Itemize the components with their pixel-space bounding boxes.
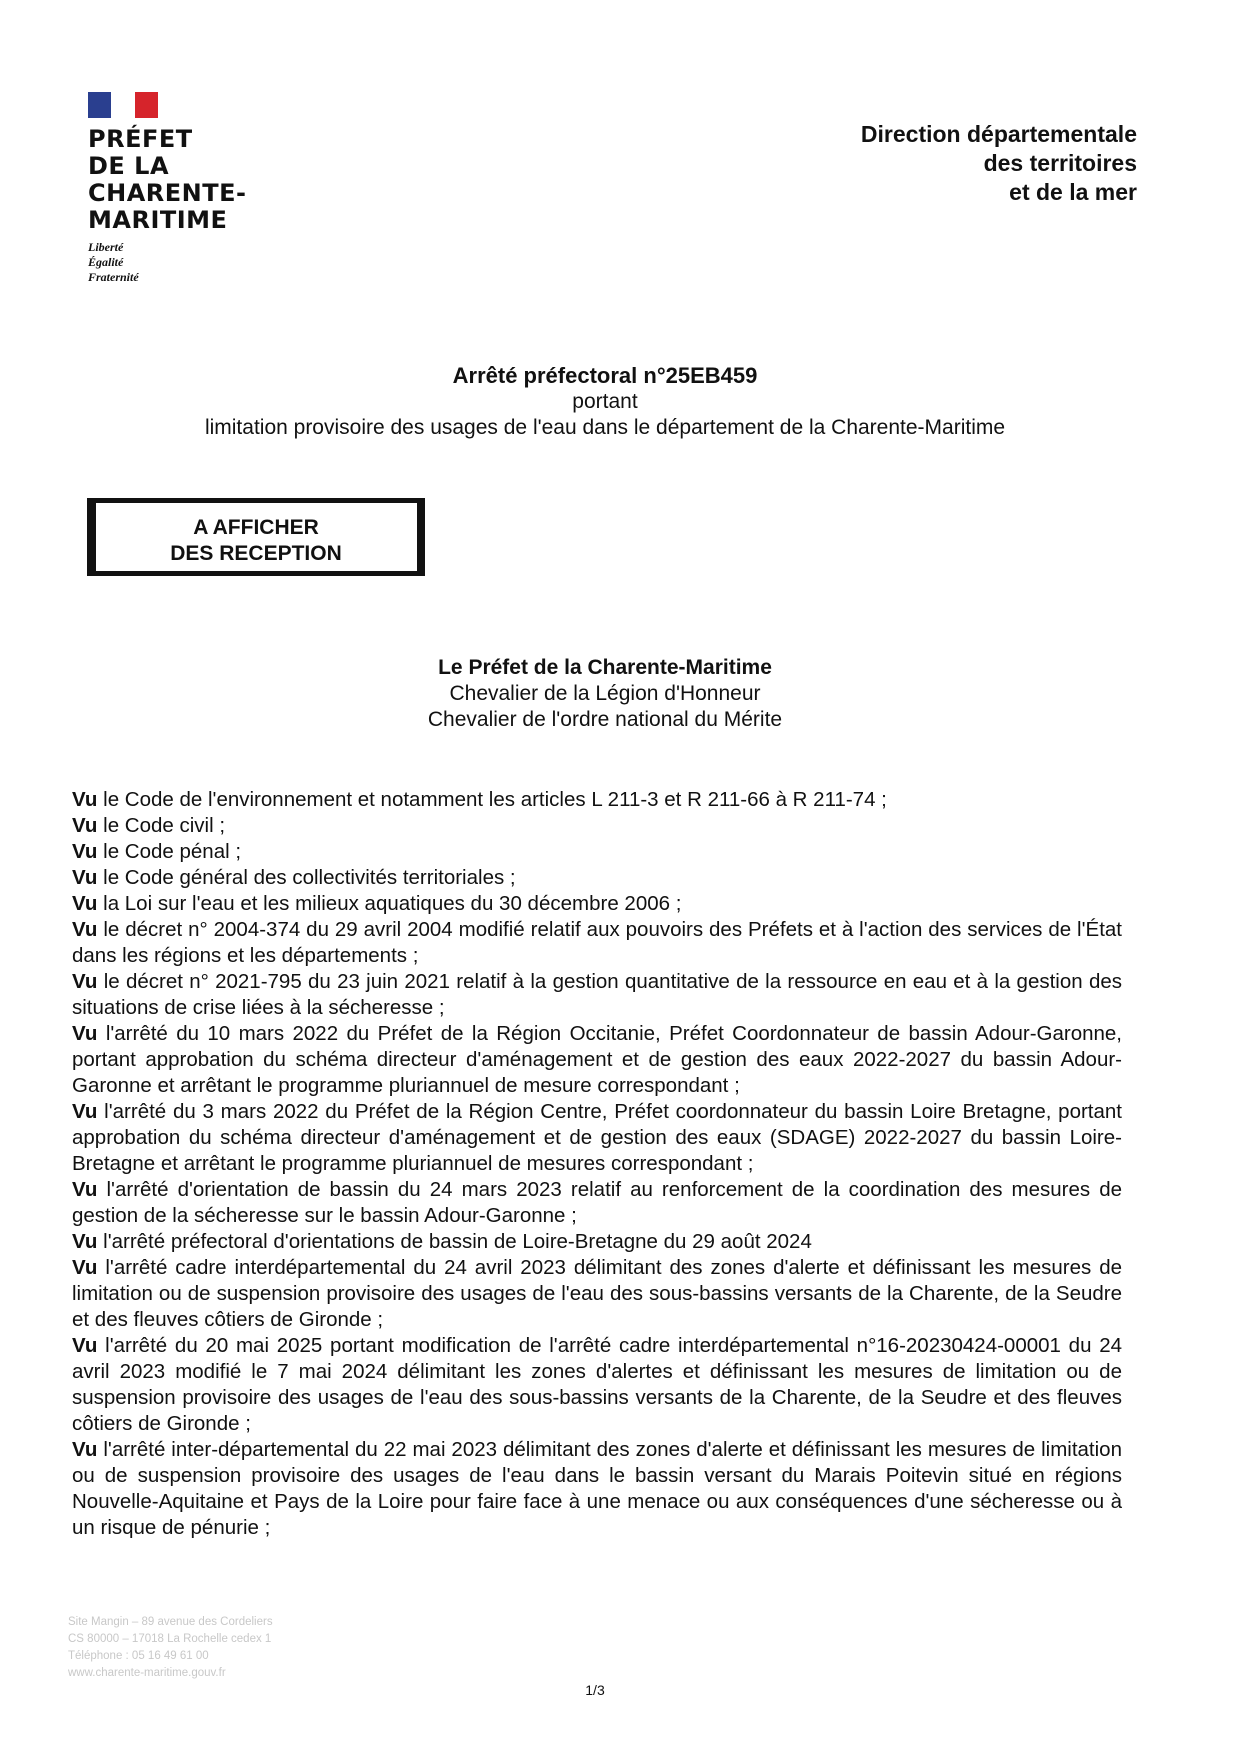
footer-address-line: Téléphone : 05 16 49 61 00 xyxy=(68,1650,209,1662)
consideration-item xyxy=(72,1099,1122,1177)
vu-keyword: Vu xyxy=(72,1438,98,1461)
arrete-subject: limitation provisoire des usages de l'eau dans le département de la Charente-Maritime xyxy=(204,416,1006,439)
considerations-list xyxy=(72,787,1122,1541)
consideration-text: le Code pénal ; xyxy=(97,840,242,863)
consideration-item xyxy=(72,969,1122,1021)
vu-keyword: Vu xyxy=(72,1256,98,1279)
prefet-title: Le Préfet de la Charente-Maritime xyxy=(438,656,772,679)
footer-address-line: www.charente-maritime.gouv.fr xyxy=(68,1667,226,1679)
motto-line: Fraternité xyxy=(88,270,139,284)
motto-line: Liberté xyxy=(88,240,124,254)
consideration-item xyxy=(72,891,1122,917)
prefet-heading xyxy=(0,655,1210,733)
direction-line: et de la mer xyxy=(1009,179,1137,205)
consideration-item xyxy=(72,787,1122,813)
consideration-item xyxy=(72,865,1122,891)
display-notice-line: A AFFICHER xyxy=(193,516,319,539)
logo-title-line: MARITIME xyxy=(88,206,228,234)
consideration-item xyxy=(72,917,1122,969)
consideration-text: la Loi sur l'eau et les milieux aquatiques du 30 décembre 2006 ; xyxy=(97,892,682,915)
consideration-text: le décret n° 2004-374 du 29 avril 2004 modifié relatif aux pouvoirs des Préfets et à l'action des services de l'État dans les régions et les départements ; xyxy=(72,918,1122,967)
vu-keyword: Vu xyxy=(72,1334,98,1357)
consideration-item xyxy=(72,1177,1122,1229)
vu-keyword: Vu xyxy=(72,1100,98,1123)
prefet-honor-line: Chevalier de la Légion d'Honneur xyxy=(449,682,761,705)
consideration-text: l'arrêté du 10 mars 2022 du Préfet de la Région Occitanie, Préfet Coordonnateur de bassin Adour-Garonne, portant approbation du schéma directeur d'aménagement et de gestion des eaux 2022-2027 du bassin Adour-Garonne et arrêtant le programme pluriannuel de mesure correspondant ; xyxy=(72,1022,1122,1097)
consideration-text: le Code civil ; xyxy=(97,814,226,837)
arrete-portant: portant xyxy=(572,390,638,413)
direction-line: des territoires xyxy=(983,150,1137,176)
consideration-text: le Code général des collectivités territoriales ; xyxy=(97,866,516,889)
vu-keyword: Vu xyxy=(72,1022,98,1045)
flag-red-band xyxy=(135,92,158,118)
vu-keyword: Vu xyxy=(72,1178,98,1201)
prefecture-logo xyxy=(88,92,288,285)
republic-flag-icon xyxy=(88,92,158,118)
display-notice-text xyxy=(92,515,420,567)
consideration-item xyxy=(72,1255,1122,1333)
page-number: 1/3 xyxy=(585,1682,605,1698)
logo-motto xyxy=(88,240,288,285)
logo-title-line: CHARENTE- xyxy=(88,179,247,207)
consideration-text: le Code de l'environnement et notamment les articles L 211-3 et R 211-66 à R 211-74 ; xyxy=(97,788,887,811)
consideration-item xyxy=(72,839,1122,865)
footer-address xyxy=(68,1614,273,1682)
vu-keyword: Vu xyxy=(72,866,98,889)
vu-keyword: Vu xyxy=(72,918,98,941)
vu-keyword: Vu xyxy=(72,1230,98,1253)
consideration-text: l'arrêté d'orientation de bassin du 24 mars 2023 relatif au renforcement de la coordination des mesures de gestion de la sécheresse sur le bassin Adour-Garonne ; xyxy=(72,1178,1122,1227)
consideration-item xyxy=(72,813,1122,839)
consideration-item xyxy=(72,1021,1122,1099)
consideration-text: l'arrêté préfectoral d'orientations de bassin de Loire-Bretagne du 29 août 2024 xyxy=(97,1230,812,1253)
prefet-honor-line: Chevalier de l'ordre national du Mérite xyxy=(427,708,783,731)
flag-white-band xyxy=(111,92,134,118)
footer-address-line: CS 80000 – 17018 La Rochelle cedex 1 xyxy=(68,1633,272,1645)
consideration-item xyxy=(72,1437,1122,1541)
consideration-text: l'arrêté du 3 mars 2022 du Préfet de la Région Centre, Préfet coordonnateur du bassin Loire Bretagne, portant approbation du schéma directeur d'aménagement et de gestion des eaux (SDAGE) 2022-2027 du bassin Loire-Bretagne et arrêtant le programme pluriannuel de mesures correspondant ; xyxy=(72,1100,1122,1175)
flag-blue-band xyxy=(88,92,111,118)
consideration-text: l'arrêté du 20 mai 2025 portant modification de l'arrêté cadre interdépartemental n°16-20230424-00001 du 24 avril 2023 modifié le 7 mai 2024 délimitant les zones d'alertes et définissant les mesures de limitation ou de suspension provisoire des usages de l'eau des sous-bassins versants de la Charente, de la Seudre et des fleuves côtiers de Gironde ; xyxy=(72,1334,1122,1435)
footer-address-line: Site Mangin – 89 avenue des Cordeliers xyxy=(68,1616,273,1628)
vu-keyword: Vu xyxy=(72,840,98,863)
consideration-item xyxy=(72,1333,1122,1437)
vu-keyword: Vu xyxy=(72,814,98,837)
logo-title xyxy=(88,126,288,234)
motto-line: Égalité xyxy=(88,255,124,269)
logo-title-line: DE LA xyxy=(88,152,170,180)
arrete-heading xyxy=(0,363,1210,441)
consideration-text: l'arrêté inter-départemental du 22 mai 2023 délimitant des zones d'alerte et définissant les mesures de limitation ou de suspension provisoire des usages de l'eau dans le bassin versant du Marais Poitevin situé en régions Nouvelle-Aquitaine et Pays de la Loire pour faire face à une menace ou aux conséquences d'une sécheresse ou à un risque de pénurie ; xyxy=(72,1438,1122,1539)
arrete-title: Arrêté préfectoral n°25EB459 xyxy=(452,363,758,388)
logo-title-line: PRÉFET xyxy=(88,125,193,153)
direction-line: Direction départementale xyxy=(860,121,1137,147)
vu-keyword: Vu xyxy=(72,970,98,993)
consideration-item xyxy=(72,1229,1122,1255)
vu-keyword: Vu xyxy=(72,788,98,811)
vu-keyword: Vu xyxy=(72,892,98,915)
consideration-text: le décret n° 2021-795 du 23 juin 2021 relatif à la gestion quantitative de la ressource en eau et à la gestion des situations de crise liées à la sécheresse ; xyxy=(72,970,1122,1019)
consideration-text: l'arrêté cadre interdépartemental du 24 avril 2023 délimitant des zones d'alerte et définissant les mesures de limitation ou de suspension provisoire des usages de l'eau des sous-bassins versants de la Charente, de la Seudre et des fleuves côtiers de Gironde ; xyxy=(72,1256,1122,1331)
display-notice-box xyxy=(87,498,425,576)
display-notice-line: DES RECEPTION xyxy=(170,542,342,565)
direction-heading xyxy=(861,120,1137,207)
